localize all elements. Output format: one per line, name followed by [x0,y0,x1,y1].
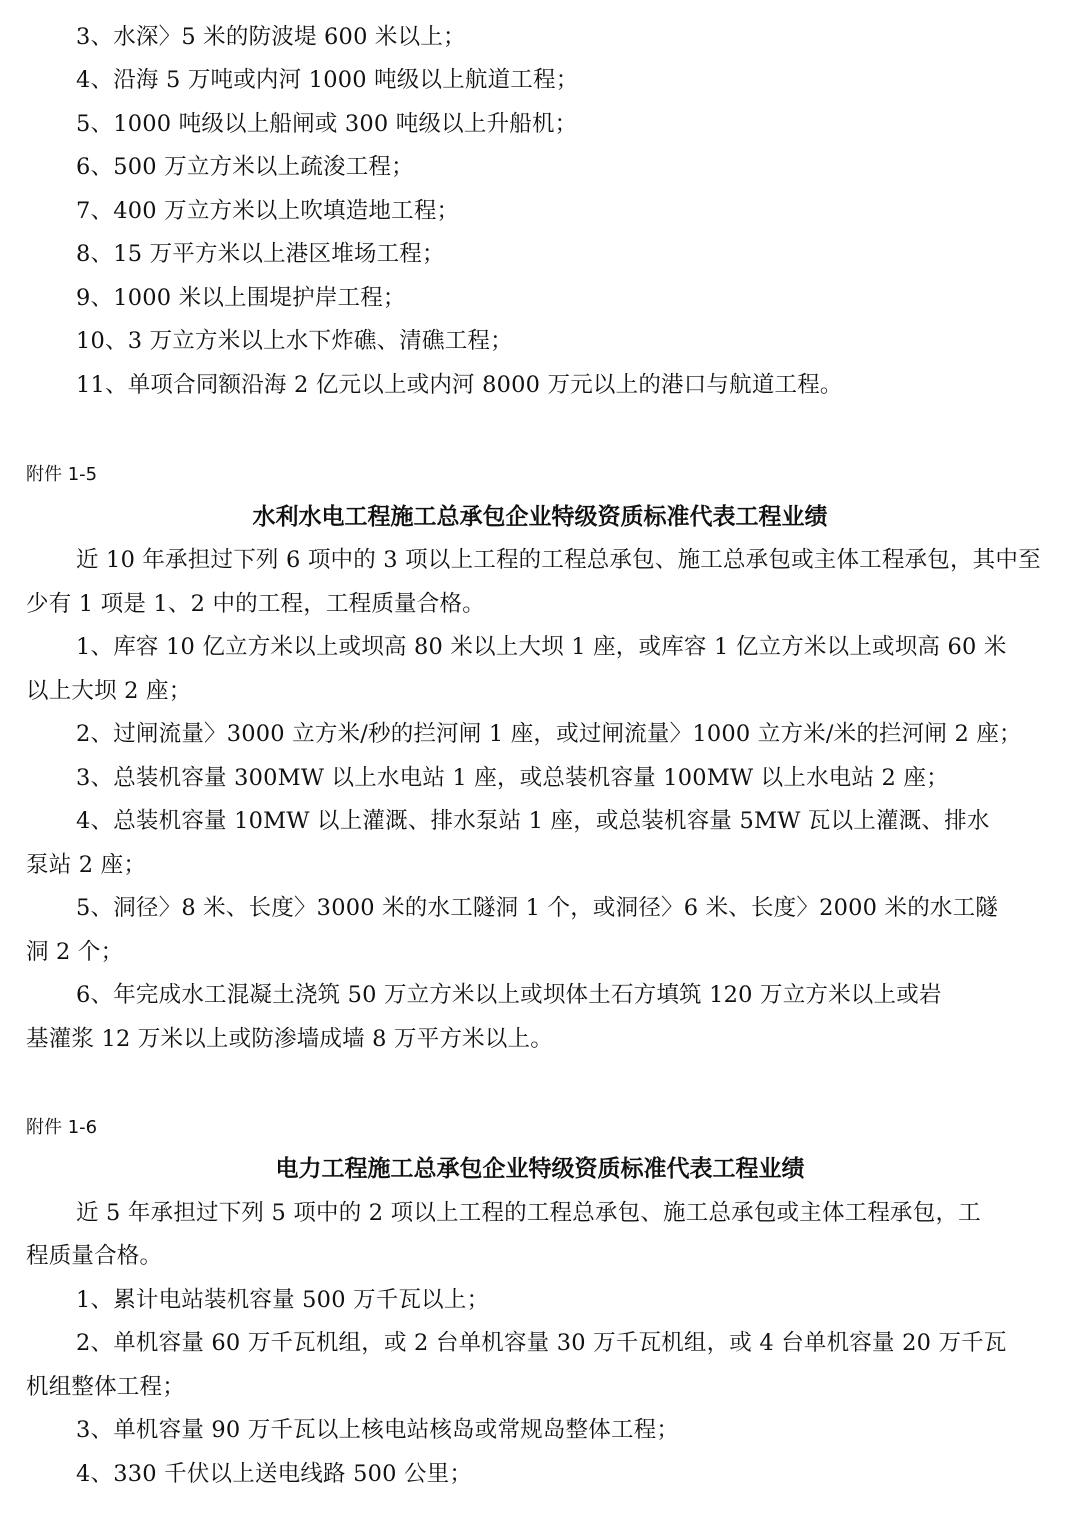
list-item-continuation: 以上大坝 2 座； [26,678,192,704]
list-item: 4、沿海 5 万吨或内河 1000 吨级以上航道工程； [76,67,579,93]
list-item: 11、单项合同额沿海 2 亿元以上或内河 8000 万元以上的港口与航道工程。 [76,372,843,398]
list-item: 4、总装机容量 10MW 以上灌溉、排水泵站 1 座，或总装机容量 5MW 瓦以上灌溉、排水 [76,808,990,834]
list-item: 2、过闸流量〉3000 立方米/秒的拦河闸 1 座，或过闸流量〉1000 立方米/米的拦河闸 2 座； [76,721,1022,747]
list-item: 7、400 万立方米以上吹填造地工程； [76,198,460,224]
paragraph-line: 少有 1 项是 1、2 中的工程，工程质量合格。 [26,591,485,617]
section-title: 水利水电工程施工总承包企业特级资质标准代表工程业绩 [252,503,828,530]
section-title: 电力工程施工总承包企业特级资质标准代表工程业绩 [275,1155,805,1182]
attachment-label: 附件 1-5 [26,464,98,485]
list-item: 3、水深〉5 米的防波堤 600 米以上； [76,24,466,50]
list-item: 10、3 万立方米以上水下炸礁、清礁工程； [76,328,513,354]
list-item-continuation: 机组整体工程； [26,1374,185,1400]
list-item: 5、洞径〉8 米、长度〉3000 米的水工隧洞 1 个，或洞径〉6 米、长度〉2000 米的水工隧 [76,895,998,921]
list-item: 6、年完成水工混凝土浇筑 50 万立方米以上或坝体土石方填筑 120 万立方米以上或岩 [76,982,942,1008]
list-item-continuation: 洞 2 个； [26,939,124,965]
list-item: 5、1000 吨级以上船闸或 300 吨级以上升船机； [76,111,578,137]
attachment-label: 附件 1-6 [26,1117,98,1138]
paragraph-line: 程质量合格。 [26,1243,163,1269]
list-item: 3、总装机容量 300MW 以上水电站 1 座，或总装机容量 100MW 以上水电站 2 座； [76,765,949,791]
list-item: 9、1000 米以上围堤护岸工程； [76,285,406,311]
list-item: 6、500 万立方米以上疏浚工程； [76,154,414,180]
paragraph-line: 近 10 年承担过下列 6 项中的 3 项以上工程的工程总承包、施工总承包或主体工程承包，其中至 [76,547,1041,573]
list-item: 8、15 万平方米以上港区堆场工程； [76,241,445,267]
list-item: 3、单机容量 90 万千瓦以上核电站核岛或常规岛整体工程； [76,1417,680,1443]
list-item: 1、累计电站装机容量 500 万千瓦以上； [76,1287,490,1313]
list-item-continuation: 泵站 2 座； [26,852,147,878]
list-item: 1、库容 10 亿立方米以上或坝高 80 米以上大坝 1 座，或库容 1 亿立方米以上或坝高 60 米 [76,634,1007,660]
paragraph-line: 近 5 年承担过下列 5 项中的 2 项以上工程的工程总承包、施工总承包或主体工程承包，工 [76,1200,981,1226]
list-item: 4、330 千伏以上送电线路 500 公里； [76,1461,473,1487]
list-item-continuation: 基灌浆 12 万米以上或防渗墙成墙 8 万平方米以上。 [26,1026,553,1052]
list-item: 2、单机容量 60 万千瓦机组，或 2 台单机容量 30 万千瓦机组，或 4 台单机容量 20 万千瓦 [76,1330,1007,1356]
